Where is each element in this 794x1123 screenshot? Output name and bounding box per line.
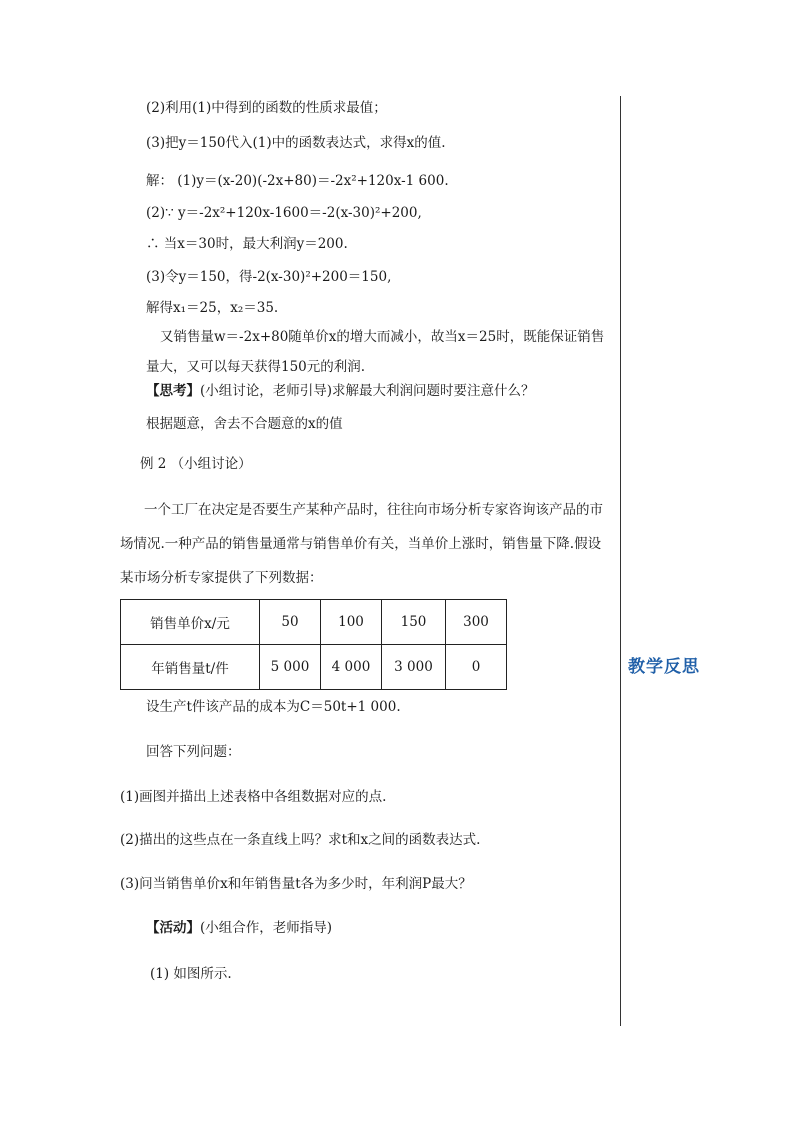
solution-line-1: 解： (1)y＝(x-20)(-2x+80)＝-2x²+120x-1 600. bbox=[146, 173, 449, 189]
problem-3: (3)问当销售单价x和年销售量t各为多少时，年利润P最大？ bbox=[120, 876, 472, 892]
table-row bbox=[121, 600, 507, 645]
solution-line-3: ∴ 当x＝30时，最大利润y＝200. bbox=[146, 236, 348, 252]
teaching-reflection-title: 教学反思 bbox=[628, 657, 700, 677]
activity-tag: 【活动】 bbox=[146, 920, 200, 936]
think-text: (小组讨论，老师引导)求解最大利润问题时要注意什么？ bbox=[200, 383, 535, 399]
cost-statement: 设生产t件该产品的成本为C＝50t+1 000. bbox=[146, 699, 401, 715]
solution-line-4: (3)令y＝150，得-2(x-30)²+200＝150, bbox=[146, 269, 392, 285]
solution-line-6: 又销售量w＝-2x+80随单价x的增大而减小，故当x＝25时，既能保证销售量大，又可以每天获得150元的利润. bbox=[146, 329, 605, 375]
example-2-heading: 例 2 （小组讨论） bbox=[140, 456, 252, 472]
table-row bbox=[121, 645, 507, 690]
question-3: (3)把y＝150代入(1)中的函数表达式，求得x的值. bbox=[146, 135, 446, 151]
problem-1: (1)画图并描出上述表格中各组数据对应的点. bbox=[120, 789, 387, 805]
think-tag: 【思考】 bbox=[146, 383, 200, 399]
problem-2: (2)描出的这些点在一条直线上吗？求t和x之间的函数表达式. bbox=[120, 832, 481, 848]
table-cell: 100 bbox=[321, 600, 382, 645]
table-cell: 4 000 bbox=[321, 645, 382, 690]
example-2-text: 一个工厂在决定是否要生产某种产品时，往往向市场分析专家咨询该产品的市场情况.一种产品的销售量通常与销售单价有关，当单价上涨时，销售量下降.假设某市场分析专家提供了下列数据： bbox=[120, 502, 603, 586]
table-cell: 150 bbox=[382, 600, 446, 645]
answer-prompt: 回答下列问题： bbox=[146, 744, 241, 760]
margin-divider bbox=[620, 96, 621, 1026]
solution-line-5: 解得x₁＝25，x₂＝35. bbox=[146, 300, 279, 316]
think-paragraph bbox=[146, 381, 535, 401]
activity-text: (小组合作，老师指导) bbox=[200, 920, 333, 936]
table-cell: 50 bbox=[260, 600, 321, 645]
table-row-label: 年销售量t/件 bbox=[121, 645, 260, 690]
table-cell: 0 bbox=[446, 645, 507, 690]
table-cell: 300 bbox=[446, 600, 507, 645]
table-cell: 3 000 bbox=[382, 645, 446, 690]
question-2: (2)利用(1)中得到的函数的性质求最值； bbox=[146, 100, 387, 116]
solution-line-2: (2)∵ y＝-2x²+120x-1600＝-2(x-30)²+200, bbox=[146, 205, 422, 221]
activity-paragraph bbox=[146, 918, 332, 938]
sales-data-table bbox=[120, 599, 507, 690]
think-answer: 根据题意，舍去不合题意的x的值 bbox=[146, 416, 343, 432]
table-cell: 5 000 bbox=[260, 645, 321, 690]
activity-answer-1: (1) 如图所示. bbox=[150, 966, 232, 982]
table-row-label: 销售单价x/元 bbox=[121, 600, 260, 645]
